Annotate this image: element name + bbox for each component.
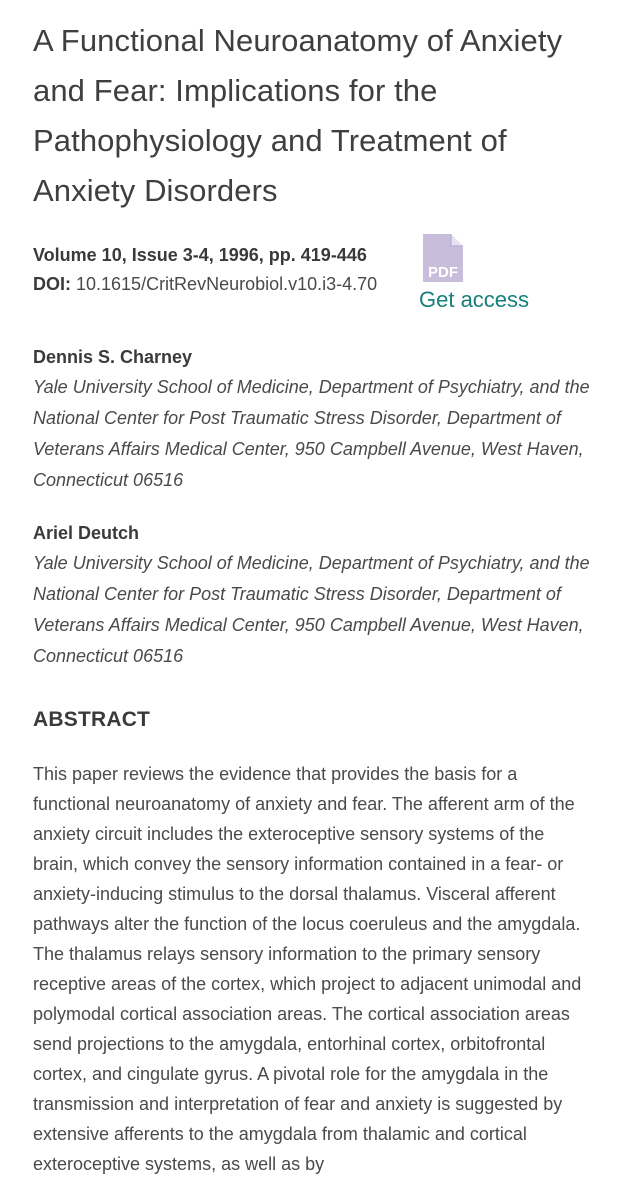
- abstract-heading: ABSTRACT: [33, 708, 151, 731]
- author-entry: [33, 519, 590, 672]
- doi-label: DOI:: [33, 274, 71, 294]
- volume-issue-pages: Volume 10, Issue 3-4, 1996, pp. 419-446: [33, 245, 367, 265]
- author-name: Dennis S. Charney: [33, 347, 193, 367]
- article-meta: [33, 241, 590, 341]
- pdf-icon-text: PDF: [428, 264, 458, 281]
- pdf-file-icon[interactable]: [421, 233, 465, 283]
- citation-info: [33, 241, 405, 299]
- author-affiliation: Yale University School of Medicine, Department of Psychiatry, and the National Center for Post Traumatic Stress Disorder, Department of Veterans Affairs Medical Center, 950 Campbell Avenue, West Haven, Connecticut 06516: [33, 553, 590, 666]
- author-name: Ariel Deutch: [33, 523, 140, 543]
- get-access-link[interactable]: Get access: [419, 287, 530, 312]
- article-title: A Functional Neuroanatomy of Anxiety and Fear: Implications for the Pathophysiology and Treatment of Anxiety Disorders: [33, 23, 563, 208]
- abstract-text: This paper reviews the evidence that provides the basis for a functional neuroanatomy of anxiety and fear. The afferent arm of the anxiety circuit includes the exteroceptive sensory systems of the brain, which convey the sensory information contained in a fear- or anxiety-inducing stimulus to the dorsal thalamus. Visceral afferent pathways alter the function of the locus coeruleus and the amygdala. The thalamus relays sensory information to the primary sensory receptive areas of the cortex, which project to adjacent unimodal and polymodal cortical association areas. The cortical association areas send projections to the amygdala, entorhinal cortex, orbitofrontal cortex, and cingulate gyrus. A pivotal role for the amygdala in the transmission and interpretation of fear and anxiety is suggested by extensive afferents to the amygdala from thalamic and cortical exteroceptive systems, as well as by: [33, 764, 582, 1174]
- author-affiliation: Yale University School of Medicine, Department of Psychiatry, and the National Center for Post Traumatic Stress Disorder, Department of Veterans Affairs Medical Center, 950 Campbell Avenue, West Haven, Connecticut 06516: [33, 377, 590, 490]
- author-entry: [33, 341, 590, 496]
- doi-value[interactable]: 10.1615/CritRevNeurobiol.v10.i3-4.70: [71, 274, 378, 294]
